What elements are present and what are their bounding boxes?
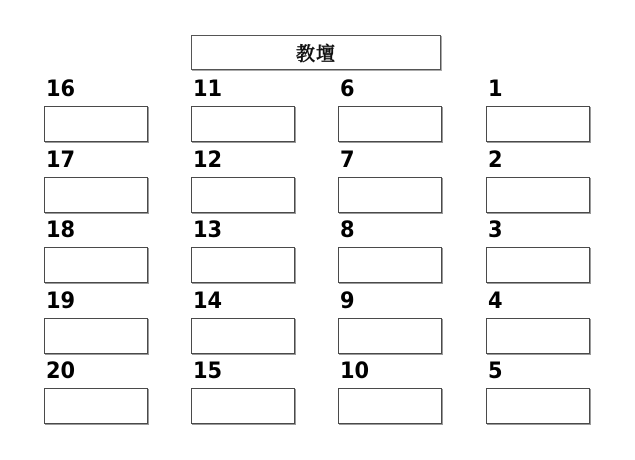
seat-box-4 <box>486 318 590 354</box>
seat-number-14: 14 <box>193 289 223 314</box>
seat-box-3 <box>486 247 590 283</box>
seat-box-7 <box>338 177 442 213</box>
seat-number-5: 5 <box>488 359 503 384</box>
seat-box-17 <box>44 177 148 213</box>
seat-number-8: 8 <box>340 218 355 243</box>
seat-number-10: 10 <box>340 359 370 384</box>
seat-box-12 <box>191 177 295 213</box>
seat-box-10 <box>338 388 442 424</box>
seat-box-9 <box>338 318 442 354</box>
seat-number-3: 3 <box>488 218 503 243</box>
seat-number-9: 9 <box>340 289 355 314</box>
seat-number-19: 19 <box>46 289 76 314</box>
seat-number-12: 12 <box>193 148 223 173</box>
seat-box-13 <box>191 247 295 283</box>
seat-box-5 <box>486 388 590 424</box>
seat-number-6: 6 <box>340 77 355 102</box>
seat-number-18: 18 <box>46 218 76 243</box>
seat-box-8 <box>338 247 442 283</box>
seat-box-15 <box>191 388 295 424</box>
seat-box-6 <box>338 106 442 142</box>
seat-box-20 <box>44 388 148 424</box>
seat-number-16: 16 <box>46 77 76 102</box>
seat-number-1: 1 <box>488 77 503 102</box>
seat-box-16 <box>44 106 148 142</box>
seat-number-15: 15 <box>193 359 223 384</box>
podium-label: 教壇 <box>295 43 336 65</box>
seat-box-19 <box>44 318 148 354</box>
seat-number-4: 4 <box>488 289 503 314</box>
seat-box-2 <box>486 177 590 213</box>
seat-number-13: 13 <box>193 218 223 243</box>
seat-number-20: 20 <box>46 359 76 384</box>
seat-box-11 <box>191 106 295 142</box>
seat-box-18 <box>44 247 148 283</box>
seat-number-7: 7 <box>340 148 355 173</box>
seat-number-17: 17 <box>46 148 76 173</box>
seat-number-2: 2 <box>488 148 503 173</box>
seat-box-14 <box>191 318 295 354</box>
seat-box-1 <box>486 106 590 142</box>
seat-number-11: 11 <box>193 77 223 102</box>
teacher-podium-box <box>191 35 441 70</box>
